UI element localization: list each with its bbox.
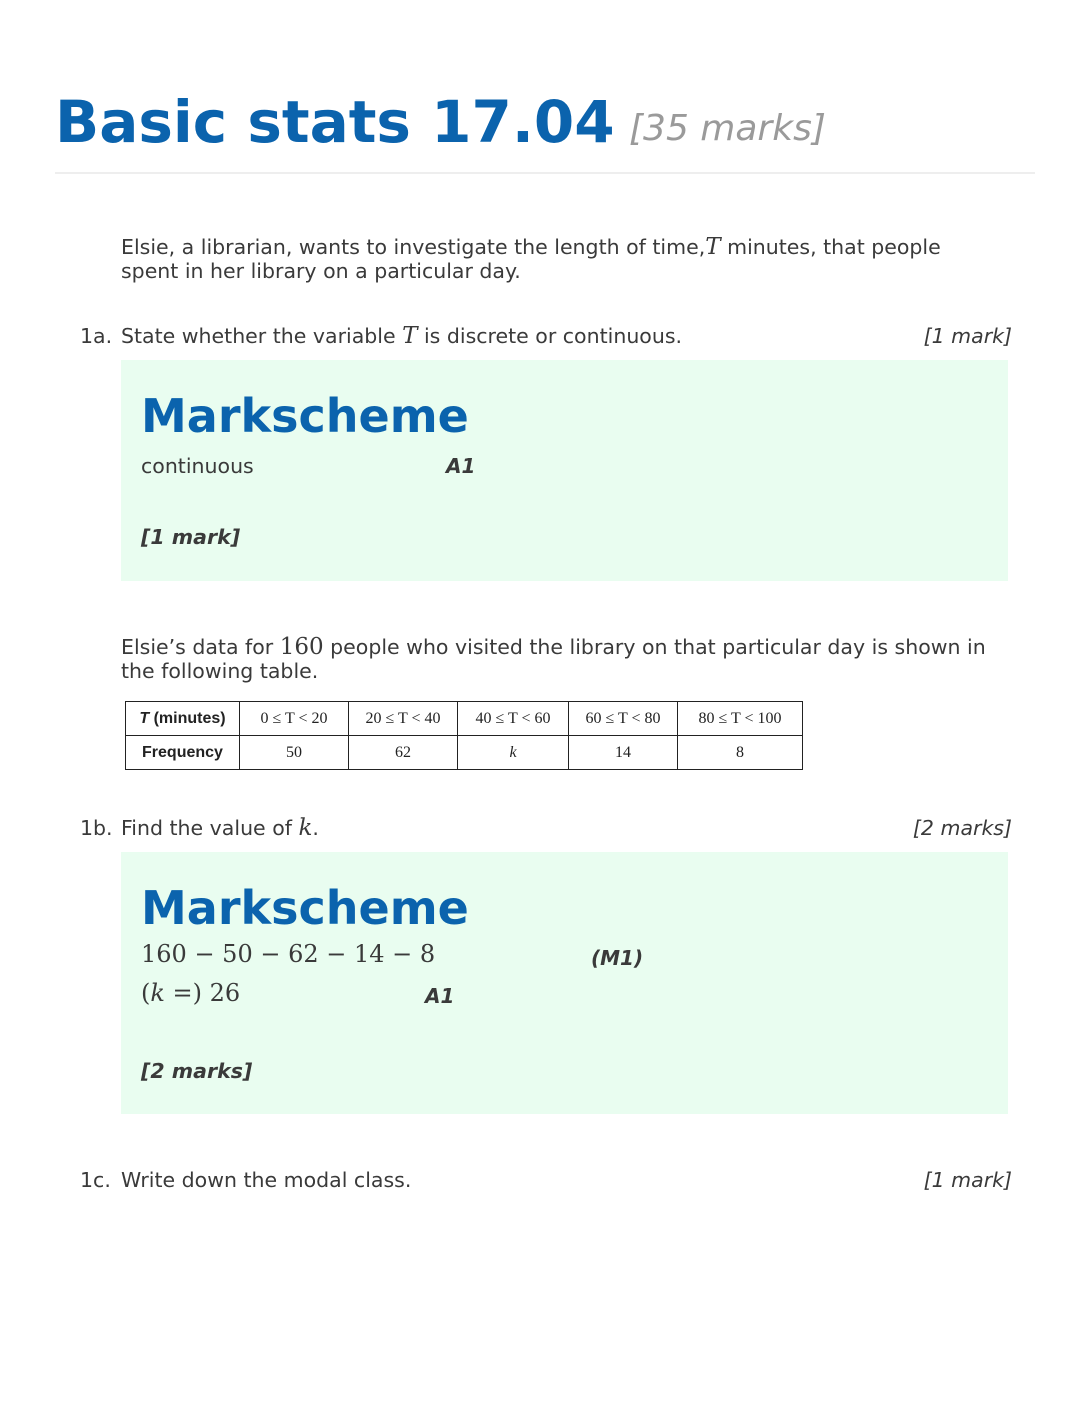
markscheme-answer: continuous <box>141 454 254 478</box>
question-number: 1a. <box>80 324 113 348</box>
question-text: State whether the variable T is discrete or continuous. <box>121 323 683 349</box>
table-cell: 50 <box>240 736 349 770</box>
table-cell: 40 ≤ T < 60 <box>458 702 569 736</box>
markscheme-total: [2 marks] <box>141 1059 253 1083</box>
question-number: 1b. <box>80 816 113 840</box>
question-text: Find the value of k. <box>121 815 319 841</box>
total-marks: [35 marks] <box>629 108 826 149</box>
table-row <box>126 736 803 770</box>
mark-award: A1 <box>425 984 455 1008</box>
table-cell: 80 ≤ T < 100 <box>678 702 803 736</box>
question-marks: [1 mark] <box>923 1168 1012 1192</box>
frequency-table <box>125 701 803 770</box>
table-cell: 62 <box>349 736 458 770</box>
table-cell: 20 ≤ T < 40 <box>349 702 458 736</box>
page-header <box>55 88 1035 174</box>
table-cell: 8 <box>678 736 803 770</box>
markscheme-working: 160 − 50 − 62 − 14 − 8 <box>141 940 436 968</box>
mark-award: A1 <box>446 454 476 478</box>
question-number: 1c. <box>80 1168 111 1192</box>
data-paragraph: Elsie’s data for 160 people who visited the library on that particular day is shown in the following table. <box>121 634 986 683</box>
markscheme-answer: (k =) 26 <box>141 979 241 1007</box>
table-cell: k <box>458 736 569 770</box>
markscheme-1b <box>121 852 1008 1114</box>
page-title: Basic stats 17.04 <box>55 88 615 156</box>
mark-award: (M1) <box>591 946 644 970</box>
table-header-cell: T (minutes) <box>126 702 240 736</box>
table-header-cell: Frequency <box>126 736 240 770</box>
table-row <box>126 702 803 736</box>
math-var: T <box>705 234 721 260</box>
intro-paragraph: Elsie, a librarian, wants to investigate the length of time,T minutes, that people spent in her library on a particular day. <box>121 234 941 283</box>
table-cell: 60 ≤ T < 80 <box>569 702 678 736</box>
question-text: Write down the modal class. <box>121 1168 412 1192</box>
markscheme-title: Markscheme <box>141 881 469 935</box>
question-marks: [1 mark] <box>923 324 1012 348</box>
markscheme-total: [1 mark] <box>141 525 241 549</box>
table-cell: 14 <box>569 736 678 770</box>
table-cell: 0 ≤ T < 20 <box>240 702 349 736</box>
markscheme-title: Markscheme <box>141 389 469 443</box>
markscheme-1a <box>121 360 1008 581</box>
question-marks: [2 marks] <box>912 816 1012 840</box>
